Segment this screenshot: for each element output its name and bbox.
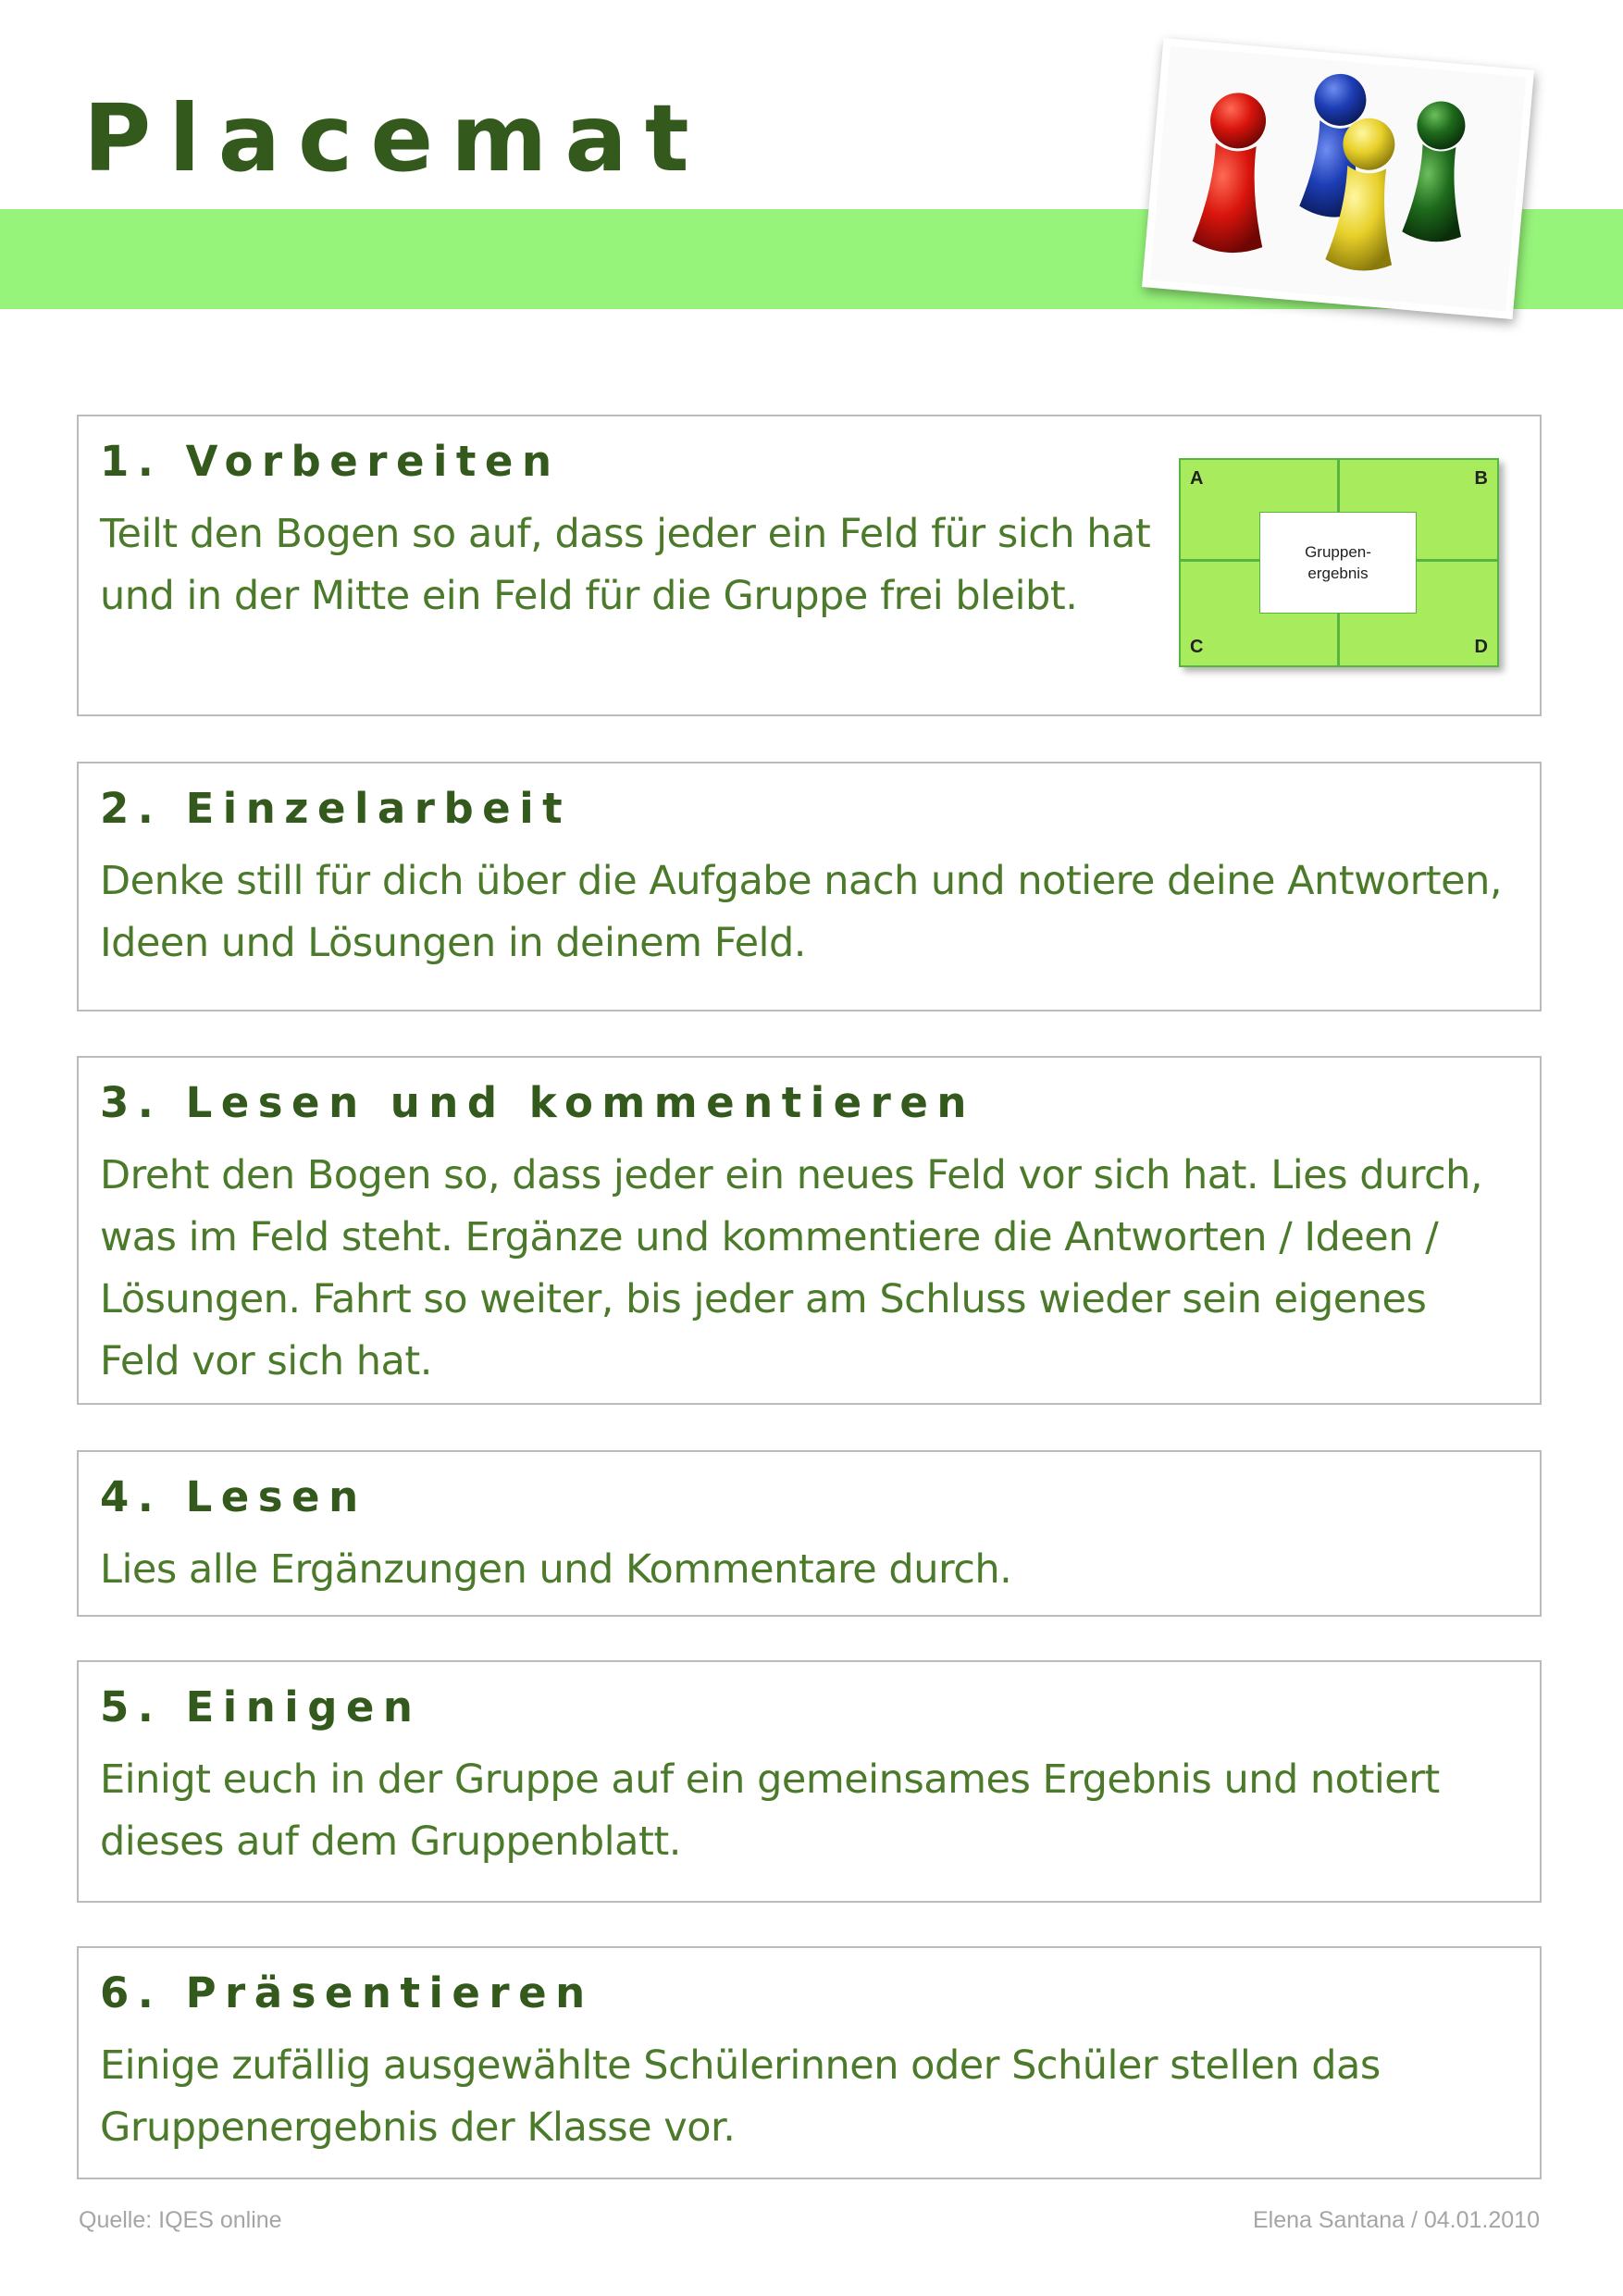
- step-6-box: [77, 1946, 1542, 2179]
- step-text: Denke still für dich über die Aufgabe nach und notiere deine Antworten, Ideen und Lösungen in deinem Feld.: [100, 858, 1503, 966]
- game-pieces-photo: [1142, 38, 1534, 319]
- diagram-label-c: C: [1190, 637, 1204, 657]
- step-text: Lies alle Ergänzungen und Kommentare durch.: [100, 1546, 1012, 1593]
- step-2-box: [77, 762, 1542, 1011]
- diagram-label-b: B: [1474, 468, 1488, 489]
- placemat-diagram: [1179, 458, 1499, 667]
- step-3-box: [77, 1056, 1542, 1405]
- step-text: Einigt euch in der Gruppe auf ein gemeinsames Ergebnis und notiert dieses auf dem Gruppenblatt.: [100, 1756, 1440, 1865]
- step-text: Teilt den Bogen so auf, dass jeder ein Feld für sich hat und in der Mitte ein Feld für die Gruppe frei bleibt.: [100, 511, 1151, 619]
- step-heading: 3. Lesen und kommentieren: [100, 1078, 975, 1127]
- step-text: Einige zufällig ausgewählte Schülerinnen oder Schüler stellen das Gruppenergebnis der Klasse vor.: [100, 2042, 1381, 2151]
- step-4-box: [77, 1450, 1542, 1617]
- step-text: Dreht den Bogen so, dass jeder ein neues Feld vor sich hat. Lies durch, was im Feld steht. Ergänze und kommentiere die Antworten / Ideen / Lösungen. Fahrt so weiter, bis jeder am Schluss wieder sein eigenes Feld vor sich hat.: [100, 1152, 1483, 1384]
- footer-author-date: Elena Santana / 04.01.2010: [1253, 2207, 1540, 2233]
- page-title: Placemat: [83, 84, 707, 192]
- step-heading: 5. Einigen: [100, 1682, 422, 1731]
- diagram-label-a: A: [1190, 468, 1204, 489]
- game-pieces-icon: [1150, 46, 1527, 312]
- diagram-label-d: D: [1474, 637, 1488, 657]
- step-heading: 4. Lesen: [100, 1472, 367, 1521]
- step-heading: 2. Einzelarbeit: [100, 784, 572, 833]
- footer-source: Quelle: IQES online: [79, 2207, 282, 2233]
- step-5-box: [77, 1660, 1542, 1903]
- step-heading: 6. Präsentieren: [100, 1968, 594, 2017]
- step-1-box: [77, 415, 1542, 716]
- step-heading: 1. Vorbereiten: [100, 437, 561, 486]
- diagram-center-field: Gruppen- ergebnis: [1259, 512, 1417, 614]
